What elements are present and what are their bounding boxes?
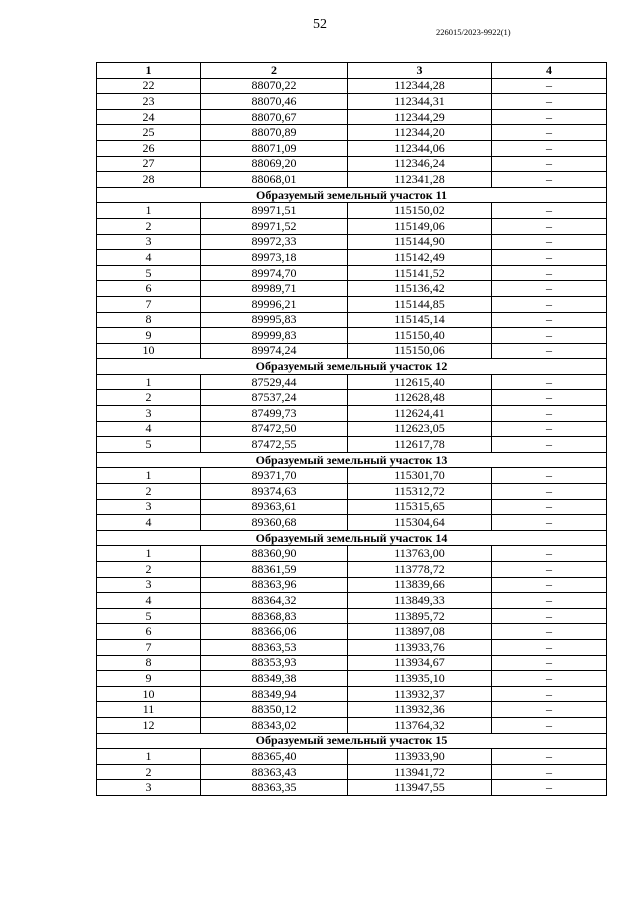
x-coordinate-cell: 88071,09 xyxy=(201,140,348,156)
point-number-cell: 6 xyxy=(97,624,201,640)
y-coordinate-cell: 113932,37 xyxy=(348,686,492,702)
table-row xyxy=(97,780,607,796)
point-number-cell: 9 xyxy=(97,328,201,344)
point-number-cell: 11 xyxy=(97,702,201,718)
x-coordinate-cell: 88353,93 xyxy=(201,655,348,671)
point-number-cell: 4 xyxy=(97,593,201,609)
y-coordinate-cell: 113778,72 xyxy=(348,562,492,578)
y-coordinate-cell: 113764,32 xyxy=(348,717,492,733)
col4-cell: – xyxy=(492,94,607,110)
col4-cell: – xyxy=(492,484,607,500)
table-row xyxy=(97,78,607,94)
point-number-cell: 2 xyxy=(97,390,201,406)
table-row xyxy=(97,671,607,687)
x-coordinate-cell: 88363,96 xyxy=(201,577,348,593)
point-number-cell: 26 xyxy=(97,140,201,156)
y-coordinate-cell: 112344,31 xyxy=(348,94,492,110)
col4-cell: – xyxy=(492,639,607,655)
x-coordinate-cell: 88070,67 xyxy=(201,109,348,125)
x-coordinate-cell: 88070,89 xyxy=(201,125,348,141)
y-coordinate-cell: 115150,02 xyxy=(348,203,492,219)
table-row xyxy=(97,484,607,500)
section-row xyxy=(97,733,607,749)
y-coordinate-cell: 112615,40 xyxy=(348,374,492,390)
table-row xyxy=(97,686,607,702)
point-number-cell: 3 xyxy=(97,234,201,250)
table-row xyxy=(97,172,607,188)
table-row xyxy=(97,94,607,110)
col4-cell: – xyxy=(492,562,607,578)
y-coordinate-cell: 112341,28 xyxy=(348,172,492,188)
table-row xyxy=(97,140,607,156)
col4-cell: – xyxy=(492,156,607,172)
y-coordinate-cell: 113934,67 xyxy=(348,655,492,671)
table-row xyxy=(97,749,607,765)
point-number-cell: 23 xyxy=(97,94,201,110)
y-coordinate-cell: 112628,48 xyxy=(348,390,492,406)
point-number-cell: 22 xyxy=(97,78,201,94)
table-row xyxy=(97,546,607,562)
col4-cell: – xyxy=(492,218,607,234)
col4-cell: – xyxy=(492,468,607,484)
header-cell-4: 4 xyxy=(492,63,607,79)
table-row xyxy=(97,265,607,281)
col4-cell: – xyxy=(492,764,607,780)
section-row xyxy=(97,187,607,203)
x-coordinate-cell: 89371,70 xyxy=(201,468,348,484)
y-coordinate-cell: 113941,72 xyxy=(348,764,492,780)
point-number-cell: 2 xyxy=(97,562,201,578)
point-number-cell: 1 xyxy=(97,468,201,484)
y-coordinate-cell: 113763,00 xyxy=(348,546,492,562)
table-row xyxy=(97,624,607,640)
point-number-cell: 4 xyxy=(97,421,201,437)
y-coordinate-cell: 112617,78 xyxy=(348,437,492,453)
point-number-cell: 3 xyxy=(97,406,201,422)
y-coordinate-cell: 113947,55 xyxy=(348,780,492,796)
x-coordinate-cell: 88365,40 xyxy=(201,749,348,765)
point-number-cell: 3 xyxy=(97,577,201,593)
y-coordinate-cell: 112344,06 xyxy=(348,140,492,156)
y-coordinate-cell: 112344,29 xyxy=(348,109,492,125)
section-title: Образуемый земельный участок 15 xyxy=(97,733,607,749)
col4-cell: – xyxy=(492,328,607,344)
point-number-cell: 7 xyxy=(97,639,201,655)
y-coordinate-cell: 115144,85 xyxy=(348,296,492,312)
col4-cell: – xyxy=(492,234,607,250)
point-number-cell: 5 xyxy=(97,437,201,453)
col4-cell: – xyxy=(492,172,607,188)
table-row xyxy=(97,109,607,125)
table-row xyxy=(97,608,607,624)
x-coordinate-cell: 89360,68 xyxy=(201,515,348,531)
col4-cell: – xyxy=(492,437,607,453)
col4-cell: – xyxy=(492,265,607,281)
table-row xyxy=(97,515,607,531)
y-coordinate-cell: 115149,06 xyxy=(348,218,492,234)
point-number-cell: 3 xyxy=(97,780,201,796)
col4-cell: – xyxy=(492,343,607,359)
col4-cell: – xyxy=(492,421,607,437)
col4-cell: – xyxy=(492,203,607,219)
point-number-cell: 1 xyxy=(97,546,201,562)
x-coordinate-cell: 89995,83 xyxy=(201,312,348,328)
x-coordinate-cell: 89971,52 xyxy=(201,218,348,234)
x-coordinate-cell: 88350,12 xyxy=(201,702,348,718)
x-coordinate-cell: 89374,63 xyxy=(201,484,348,500)
x-coordinate-cell: 89973,18 xyxy=(201,250,348,266)
x-coordinate-cell: 87472,50 xyxy=(201,421,348,437)
x-coordinate-cell: 87472,55 xyxy=(201,437,348,453)
x-coordinate-cell: 89363,61 xyxy=(201,499,348,515)
section-title: Образуемый земельный участок 14 xyxy=(97,530,607,546)
table-row xyxy=(97,390,607,406)
col4-cell: – xyxy=(492,655,607,671)
x-coordinate-cell: 89974,24 xyxy=(201,343,348,359)
col4-cell: – xyxy=(492,109,607,125)
x-coordinate-cell: 88363,53 xyxy=(201,639,348,655)
point-number-cell: 8 xyxy=(97,655,201,671)
col4-cell: – xyxy=(492,125,607,141)
y-coordinate-cell: 112624,41 xyxy=(348,406,492,422)
section-row xyxy=(97,530,607,546)
col4-cell: – xyxy=(492,749,607,765)
col4-cell: – xyxy=(492,546,607,562)
table-row xyxy=(97,437,607,453)
x-coordinate-cell: 88364,32 xyxy=(201,593,348,609)
table-row xyxy=(97,328,607,344)
x-coordinate-cell: 89971,51 xyxy=(201,203,348,219)
col4-cell: – xyxy=(492,780,607,796)
x-coordinate-cell: 88368,83 xyxy=(201,608,348,624)
y-coordinate-cell: 115136,42 xyxy=(348,281,492,297)
table-row xyxy=(97,499,607,515)
table-row xyxy=(97,593,607,609)
y-coordinate-cell: 115301,70 xyxy=(348,468,492,484)
col4-cell: – xyxy=(492,78,607,94)
col4-cell: – xyxy=(492,624,607,640)
point-number-cell: 8 xyxy=(97,312,201,328)
point-number-cell: 12 xyxy=(97,717,201,733)
header-row xyxy=(97,63,607,79)
col4-cell: – xyxy=(492,140,607,156)
y-coordinate-cell: 113849,33 xyxy=(348,593,492,609)
y-coordinate-cell: 115145,14 xyxy=(348,312,492,328)
point-number-cell: 6 xyxy=(97,281,201,297)
table-row xyxy=(97,125,607,141)
header-cell-1: 1 xyxy=(97,63,201,79)
y-coordinate-cell: 112623,05 xyxy=(348,421,492,437)
point-number-cell: 2 xyxy=(97,218,201,234)
x-coordinate-cell: 88366,06 xyxy=(201,624,348,640)
table-row xyxy=(97,218,607,234)
table-body xyxy=(97,78,607,795)
y-coordinate-cell: 115141,52 xyxy=(348,265,492,281)
x-coordinate-cell: 87537,24 xyxy=(201,390,348,406)
y-coordinate-cell: 115315,65 xyxy=(348,499,492,515)
col4-cell: – xyxy=(492,406,607,422)
point-number-cell: 28 xyxy=(97,172,201,188)
point-number-cell: 7 xyxy=(97,296,201,312)
col4-cell: – xyxy=(492,577,607,593)
y-coordinate-cell: 112344,28 xyxy=(348,78,492,94)
table-row xyxy=(97,343,607,359)
col4-cell: – xyxy=(492,515,607,531)
table-row xyxy=(97,702,607,718)
point-number-cell: 1 xyxy=(97,749,201,765)
x-coordinate-cell: 88349,38 xyxy=(201,671,348,687)
coordinates-table xyxy=(96,62,607,796)
table-row xyxy=(97,374,607,390)
col4-cell: – xyxy=(492,499,607,515)
point-number-cell: 24 xyxy=(97,109,201,125)
table-row xyxy=(97,562,607,578)
point-number-cell: 2 xyxy=(97,764,201,780)
point-number-cell: 5 xyxy=(97,608,201,624)
table-row xyxy=(97,764,607,780)
x-coordinate-cell: 89972,33 xyxy=(201,234,348,250)
col4-cell: – xyxy=(492,702,607,718)
x-coordinate-cell: 88343,02 xyxy=(201,717,348,733)
table-row xyxy=(97,296,607,312)
y-coordinate-cell: 115150,40 xyxy=(348,328,492,344)
section-title: Образуемый земельный участок 11 xyxy=(97,187,607,203)
x-coordinate-cell: 88070,46 xyxy=(201,94,348,110)
col4-cell: – xyxy=(492,312,607,328)
x-coordinate-cell: 89999,83 xyxy=(201,328,348,344)
point-number-cell: 1 xyxy=(97,374,201,390)
page-number: 52 xyxy=(313,17,327,32)
col4-cell: – xyxy=(492,717,607,733)
table-row xyxy=(97,281,607,297)
table-row xyxy=(97,421,607,437)
y-coordinate-cell: 113933,90 xyxy=(348,749,492,765)
y-coordinate-cell: 115150,06 xyxy=(348,343,492,359)
x-coordinate-cell: 88069,20 xyxy=(201,156,348,172)
col4-cell: – xyxy=(492,593,607,609)
header-cell-2: 2 xyxy=(201,63,348,79)
col4-cell: – xyxy=(492,250,607,266)
y-coordinate-cell: 113839,66 xyxy=(348,577,492,593)
point-number-cell: 27 xyxy=(97,156,201,172)
col4-cell: – xyxy=(492,281,607,297)
table-row xyxy=(97,234,607,250)
point-number-cell: 4 xyxy=(97,250,201,266)
col4-cell: – xyxy=(492,686,607,702)
point-number-cell: 9 xyxy=(97,671,201,687)
x-coordinate-cell: 88363,43 xyxy=(201,764,348,780)
table-row xyxy=(97,577,607,593)
table-row xyxy=(97,655,607,671)
point-number-cell: 2 xyxy=(97,484,201,500)
section-title: Образуемый земельный участок 13 xyxy=(97,452,607,468)
point-number-cell: 5 xyxy=(97,265,201,281)
y-coordinate-cell: 113933,76 xyxy=(348,639,492,655)
y-coordinate-cell: 113932,36 xyxy=(348,702,492,718)
point-number-cell: 10 xyxy=(97,343,201,359)
table-row xyxy=(97,250,607,266)
col4-cell: – xyxy=(492,608,607,624)
x-coordinate-cell: 88363,35 xyxy=(201,780,348,796)
table-row xyxy=(97,639,607,655)
document-reference: 226015/2023-9922(1) xyxy=(436,27,511,37)
x-coordinate-cell: 88070,22 xyxy=(201,78,348,94)
y-coordinate-cell: 113935,10 xyxy=(348,671,492,687)
col4-cell: – xyxy=(492,390,607,406)
table-row xyxy=(97,203,607,219)
x-coordinate-cell: 87529,44 xyxy=(201,374,348,390)
header-cell-3: 3 xyxy=(348,63,492,79)
y-coordinate-cell: 113895,72 xyxy=(348,608,492,624)
point-number-cell: 1 xyxy=(97,203,201,219)
y-coordinate-cell: 115142,49 xyxy=(348,250,492,266)
point-number-cell: 10 xyxy=(97,686,201,702)
col4-cell: – xyxy=(492,296,607,312)
point-number-cell: 4 xyxy=(97,515,201,531)
section-title: Образуемый земельный участок 12 xyxy=(97,359,607,375)
y-coordinate-cell: 112346,24 xyxy=(348,156,492,172)
x-coordinate-cell: 87499,73 xyxy=(201,406,348,422)
table-row xyxy=(97,406,607,422)
table-row xyxy=(97,468,607,484)
section-row xyxy=(97,359,607,375)
y-coordinate-cell: 115144,90 xyxy=(348,234,492,250)
y-coordinate-cell: 115304,64 xyxy=(348,515,492,531)
point-number-cell: 25 xyxy=(97,125,201,141)
y-coordinate-cell: 115312,72 xyxy=(348,484,492,500)
table-row xyxy=(97,156,607,172)
y-coordinate-cell: 112344,20 xyxy=(348,125,492,141)
col4-cell: – xyxy=(492,374,607,390)
x-coordinate-cell: 88361,59 xyxy=(201,562,348,578)
x-coordinate-cell: 88068,01 xyxy=(201,172,348,188)
x-coordinate-cell: 89989,71 xyxy=(201,281,348,297)
x-coordinate-cell: 88360,90 xyxy=(201,546,348,562)
table-row xyxy=(97,717,607,733)
point-number-cell: 3 xyxy=(97,499,201,515)
x-coordinate-cell: 89974,70 xyxy=(201,265,348,281)
section-row xyxy=(97,452,607,468)
x-coordinate-cell: 88349,94 xyxy=(201,686,348,702)
col4-cell: – xyxy=(492,671,607,687)
y-coordinate-cell: 113897,08 xyxy=(348,624,492,640)
table-row xyxy=(97,312,607,328)
x-coordinate-cell: 89996,21 xyxy=(201,296,348,312)
